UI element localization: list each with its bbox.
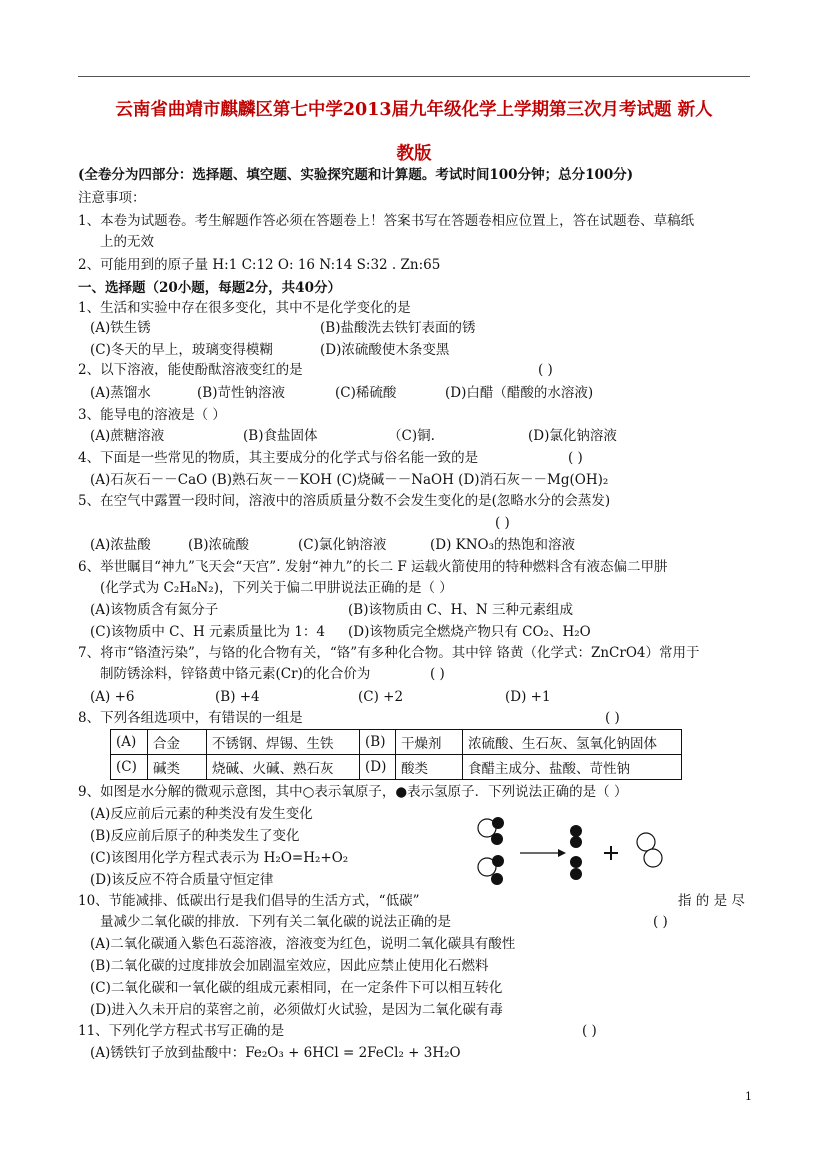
table-cell: 不锈钢、焊锡、生铁 bbox=[207, 730, 360, 755]
title-line-1: 云南省曲靖市麒麟区第七中学2013届九年级化学上学期第三次月考试题 新人 bbox=[115, 100, 713, 120]
hydrogen-atom bbox=[491, 873, 503, 885]
q7-option-d: (D) +1 bbox=[505, 689, 551, 705]
question-6-stem-2: (化学式为 C₂H₈N₂)，下列关于偏二甲肼说法正确的是（ ） bbox=[100, 580, 453, 596]
notice-heading: 注意事项： bbox=[78, 190, 146, 206]
oxygen-atom bbox=[637, 833, 655, 851]
hydrogen-atom bbox=[570, 868, 582, 880]
q5-option-d: (D) KNO₃的热饱和溶液 bbox=[430, 537, 576, 553]
q10-option-c: (C)二氧化碳和一氧化碳的组成元素相同，在一定条件下可以相互转化 bbox=[90, 980, 503, 996]
table-cell: 碱类 bbox=[148, 755, 207, 780]
page-number: 1 bbox=[745, 1090, 752, 1103]
q2-option-a: (A)蒸馏水 bbox=[90, 385, 151, 401]
q2-option-d: (D)白醋（醋酸的水溶液) bbox=[445, 385, 594, 401]
notice-1-cont: 上的无效 bbox=[100, 234, 154, 250]
water-molecule-2 bbox=[478, 855, 504, 885]
question-10-stem-1: 10、节能减排、低碳出行是我们倡导的生活方式，“低碳” bbox=[78, 893, 420, 909]
hydrogen-atom bbox=[491, 833, 503, 845]
q10-option-d: (D)进入久未开启的菜窖之前，必须做灯火试验，是因为二氧化碳有毒 bbox=[90, 1002, 503, 1018]
water-molecule-1 bbox=[478, 817, 504, 845]
table-cell: 酸类 bbox=[396, 755, 463, 780]
q5-answer-paren: ( ) bbox=[495, 515, 510, 531]
oxygen-molecule bbox=[637, 833, 662, 867]
question-9-stem: 9、如图是水分解的微观示意图，其中○表示氧原子，●表示氢原子．下列说法正确的是（ ） bbox=[78, 784, 628, 800]
hydrogen-atom bbox=[570, 825, 582, 837]
q2-answer-paren: ( ) bbox=[538, 362, 553, 378]
q10-option-a: (A)二氧化碳通入紫色石蕊溶液，溶液变为红色，说明二氧化碳具有酸性 bbox=[90, 936, 516, 952]
hydrogen-atom bbox=[570, 856, 582, 868]
question-2-stem: 2、以下溶液，能使酚酞溶液变红的是 bbox=[78, 362, 303, 378]
q5-option-b: (B)浓硫酸 bbox=[188, 537, 249, 553]
table-cell: 烧碱、火碱、熟石灰 bbox=[207, 755, 360, 780]
question-10-stem-2: 量减少二氧化碳的排放．下列有关二氧化碳的说法正确的是 bbox=[100, 914, 451, 930]
q6-option-d: (D)该物质完全燃烧产物只有 CO₂、H₂O bbox=[348, 624, 591, 640]
q10-option-b: (B)二氧化碳的过度排放会加剧温室效应，因此应禁止使用化石燃料 bbox=[90, 958, 489, 974]
q7-option-b: (B) +4 bbox=[215, 689, 260, 705]
q9-option-a: (A)反应前后元素的种类没有发生变化 bbox=[90, 806, 313, 822]
q4-options: (A)石灰石－－CaO (B)熟石灰－－KOH (C)烧碱－－NaOH (D)消石灰－－Mg(OH)₂ bbox=[90, 472, 609, 488]
q3-option-d: (D)氯化钠溶液 bbox=[528, 428, 617, 444]
q1-option-c: (C)冬天的早上，玻璃变得模糊 bbox=[90, 342, 273, 358]
hydrogen-atom bbox=[492, 855, 504, 867]
q1-option-b: (B)盐酸洗去铁钉表面的锈 bbox=[320, 320, 476, 336]
hydrogen-molecule-2 bbox=[570, 856, 582, 880]
q4-answer-paren: ( ) bbox=[568, 450, 583, 466]
q7-option-c: (C) +2 bbox=[358, 689, 404, 705]
notice-1: 1、本卷为试题卷。考生解题作答必须在答题卷上！答案书写在答题卷相应位置上，答在试题卷、草稿纸 bbox=[78, 213, 695, 229]
q3-option-c: （C)铜. bbox=[388, 428, 435, 444]
table-cell: (B) bbox=[360, 730, 396, 755]
q11-answer-paren: ( ) bbox=[582, 1023, 597, 1039]
q5-option-a: (A)浓盐酸 bbox=[90, 537, 151, 553]
notice-2: 2、可能用到的原子量 H:1 C:12 O: 16 N:14 S:32 . Zn:65 bbox=[78, 257, 441, 273]
hydrogen-molecule-1 bbox=[570, 825, 582, 848]
q6-option-b: (B)该物质由 C、H、N 三种元素组成 bbox=[348, 602, 573, 618]
oxygen-atom bbox=[644, 849, 662, 867]
q3-option-a: (A)蔗糖溶液 bbox=[90, 428, 165, 444]
q6-option-c: (C)该物质中 C、H 元素质量比为 1：4 bbox=[90, 624, 326, 640]
q9-option-b: (B)反应前后原子的种类发生了变化 bbox=[90, 828, 300, 844]
table-cell: (D) bbox=[360, 755, 396, 780]
title-line-2: 教版 bbox=[396, 144, 432, 164]
hydrogen-atom bbox=[492, 817, 504, 829]
question-7-stem-2: 制防锈涂料，锌铬黄中铬元素(Cr)的化合价为 bbox=[100, 666, 371, 682]
q11-option-a: (A)锈铁钉子放到盐酸中：Fe₂O₃ + 6HCl = 2FeCl₂ + 3H₂O bbox=[90, 1045, 461, 1061]
water-decomposition-diagram bbox=[470, 815, 670, 895]
question-3-stem: 3、能导电的溶液是（ ） bbox=[78, 407, 226, 423]
table-row bbox=[111, 730, 682, 755]
q10-answer-paren: ( ) bbox=[653, 914, 668, 930]
q8-answer-paren: ( ) bbox=[605, 710, 620, 726]
exam-subtitle: (全卷分为四部分：选择题、填空题、实验探究题和计算题。考试时间100分钟；总分100分) bbox=[78, 167, 634, 183]
q6-option-a: (A)该物质含有氮分子 bbox=[90, 602, 219, 618]
hydrogen-atom bbox=[570, 836, 582, 848]
question-11-stem: 11、下列化学方程式书写正确的是 bbox=[78, 1023, 285, 1039]
q7-option-a: (A) +6 bbox=[90, 689, 135, 705]
question-5-stem: 5、在空气中露置一段时间，溶液中的溶质质量分数不会发生变化的是(忽略水分的会蒸发) bbox=[78, 493, 611, 509]
q2-option-b: (B)苛性钠溶液 bbox=[197, 385, 285, 401]
table-cell: 合金 bbox=[148, 730, 207, 755]
question-7-stem-1: 7、将市“铬渣污染”，与铬的化合物有关，“铬”有多种化合物。其中锌 铬黄（化学式：ZnCrO4）常用于 bbox=[78, 645, 700, 661]
document-title bbox=[78, 88, 750, 176]
table-row bbox=[111, 755, 682, 780]
q5-option-c: (C)氯化钠溶液 bbox=[298, 537, 387, 553]
reaction-arrow bbox=[520, 849, 566, 857]
q9-option-c: (C)该图用化学方程式表示为 H₂O=H₂+O₂ bbox=[90, 850, 349, 866]
question-8-stem: 8、下列各组选项中，有错误的一组是 bbox=[78, 710, 303, 726]
table-cell: (A) bbox=[111, 730, 148, 755]
q1-option-d: (D)浓硫酸使木条变黑 bbox=[320, 342, 450, 358]
table-cell: 浓硫酸、生石灰、氢氧化钠固体 bbox=[463, 730, 682, 755]
question-6-stem-1: 6、举世瞩目“神九”飞天会“天宫”. 发射“神九”的长二 F 运载火箭使用的特种燃料含有液态偏二甲肼 bbox=[78, 559, 668, 575]
question-4-stem: 4、下面是一些常见的物质，其主要成分的化学式与俗名能一致的是 bbox=[78, 450, 479, 466]
plus-sign bbox=[604, 846, 618, 860]
section-heading: 一、选择题（20小题，每题2分，共40分） bbox=[78, 280, 341, 296]
header-rule bbox=[78, 76, 750, 77]
q7-answer-paren: ( ) bbox=[430, 666, 445, 682]
q3-option-b: (B)食盐固体 bbox=[243, 428, 318, 444]
table-cell: (C) bbox=[111, 755, 148, 780]
q9-option-d: (D)该反应不符合质量守恒定律 bbox=[90, 872, 274, 888]
question-10-stem-1b: 指 的 是 尽 bbox=[678, 893, 745, 909]
q2-option-c: (C)稀硫酸 bbox=[335, 385, 397, 401]
table-cell: 食醋主成分、盐酸、苛性钠 bbox=[463, 755, 682, 780]
q8-table bbox=[110, 729, 682, 780]
table-cell: 干燥剂 bbox=[396, 730, 463, 755]
q1-option-a: (A)铁生锈 bbox=[90, 320, 151, 336]
question-1-stem: 1、生活和实验中存在很多变化，其中不是化学变化的是 bbox=[78, 300, 411, 316]
